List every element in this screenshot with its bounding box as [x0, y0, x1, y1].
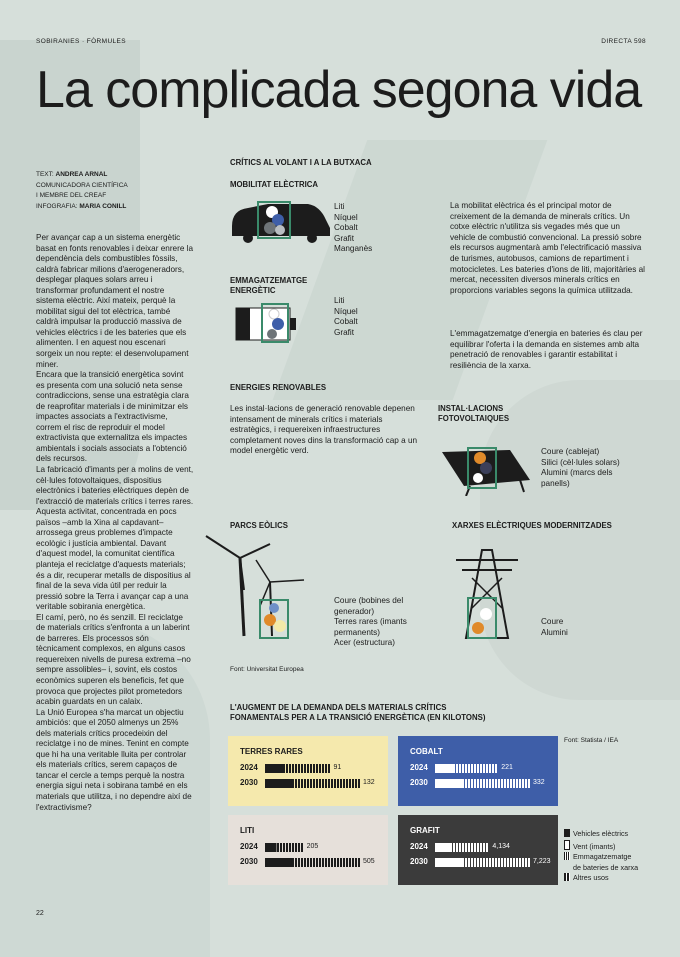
- material-item: Cobalt: [334, 317, 358, 327]
- author-role: COMUNICADORA CIENTÍFICA: [36, 181, 128, 189]
- infographic-author: MARIA CONILL: [79, 202, 127, 210]
- panel-title: COBALT: [410, 747, 443, 756]
- panel-year: 2024: [240, 842, 258, 851]
- material-item: Cobalt: [334, 223, 358, 233]
- panel-year: 2024: [240, 763, 258, 772]
- storage-label: [230, 276, 307, 296]
- body-paragraph: La Unió Europea s'ha marcat un objectiu ambiciós: que el 2050 almenys un 25% dels materials crítics procedeixin del reciclatge i no de mines. Tenint en compte que hi ha una veritable lluita per controlar els materials crítics, serem capaços de tancar el cercle a temps perquè la nostra energia sigui neta i sobirana també en els materials que utilitza, i no dependre així de l'extractivisme?: [36, 707, 192, 812]
- demand-heading-line: L'AUGMENT DE LA DEMANDA DELS MATERIALS CRÍTICS: [230, 703, 447, 712]
- storage-label-line: EMMAGATZEMATGE: [230, 276, 308, 285]
- pv-label-line: FOTOVOLTAIQUES: [438, 414, 510, 423]
- legend-label: Emmagatzematge: [573, 852, 632, 862]
- panel-year: 2024: [410, 763, 428, 772]
- grid-materials: [541, 617, 568, 638]
- legend-item: [564, 873, 638, 884]
- material-item: Liti: [334, 296, 345, 305]
- demand-bar: [435, 843, 489, 852]
- body-paragraph: Encara que la transició energètica sovint es presenta com una solució neta sense contradiccions, sense una estratègia clara de reaprofitar materials i de minimitzar els impactes associats a l'extractivisme, correm el risc de reproduir el model extractivista que externalitza els impactes ambientals i socials associats a l'obtenció dels recursos.: [36, 370, 189, 464]
- infographic-heading: CRÍTICS AL VOLANT I A LA BUTXACA: [230, 158, 372, 167]
- bar-value: 7,223: [533, 858, 551, 865]
- infographic-source: Font: Universitat Europea: [230, 666, 304, 673]
- material-item: panells): [541, 478, 570, 488]
- bar-value: 332: [533, 779, 545, 786]
- material-item: Manganès: [334, 244, 373, 254]
- legend-swatch: [564, 829, 570, 837]
- infographic-label: INFOGRAFIA:: [36, 202, 78, 210]
- demand-panel: [228, 815, 388, 885]
- pv-materials: [541, 447, 620, 489]
- legend-label: Vehicles elèctrics: [573, 829, 629, 838]
- page-title: La complicada segona vida: [36, 61, 642, 119]
- pv-label: [438, 404, 509, 424]
- renewables-label: ENERGIES RENOVABLES: [230, 383, 327, 392]
- material-item: Liti: [334, 202, 345, 211]
- background-shape: [480, 380, 680, 700]
- demand-source: Font: Statista / IEA: [564, 737, 619, 744]
- legend-item: [564, 852, 638, 863]
- demand-panel: [228, 736, 388, 806]
- grid-label: XARXES ELÈCTRIQUES MODERNITZADES: [452, 521, 612, 530]
- page-number: 22: [36, 910, 44, 917]
- demand-bar: [265, 843, 304, 852]
- legend-label: Altres usos: [573, 873, 609, 883]
- material-item: Alumini (marcs dels: [541, 468, 613, 478]
- bar-value: 132: [363, 779, 375, 786]
- panel-year: 2030: [410, 857, 428, 866]
- legend-item: [564, 829, 638, 840]
- wind-label: PARCS EÒLICS: [230, 521, 288, 530]
- mobility-label: MOBILITAT ELÈCTRICA: [230, 180, 319, 189]
- material-item: Acer (estructura): [334, 638, 395, 648]
- demand-bar: [265, 764, 330, 773]
- demand-heading-line: FONAMENTALS PER A LA TRANSICIÓ ENERGÈTICA (EN KILOTONS): [230, 713, 486, 722]
- credits: [36, 170, 156, 212]
- text-label: TEXT:: [36, 171, 54, 178]
- legend-swatch: [564, 852, 570, 860]
- demand-heading: [230, 703, 485, 723]
- panel-year: 2030: [240, 778, 258, 787]
- material-item: Níquel: [334, 306, 358, 316]
- demand-bar: [435, 858, 530, 867]
- legend-label: Vent (imants): [573, 841, 616, 851]
- magazine-issue: DIRECTA 598: [601, 38, 646, 45]
- author-role: I MEMBRE DEL CREAF: [36, 192, 107, 199]
- material-item: Silici (cèl·lules solars): [541, 457, 620, 467]
- bar-value: 4,134: [492, 843, 510, 850]
- solar-panel-icon: [440, 440, 532, 496]
- body-paragraph: La fabricació d'imants per a molins de vent, cèl·lules fotovoltaiques, dispositius electrònics i bateries elèctriques depèn de l'extracció de materials crítics i terres rares. Aquesta activitat, concentrada en pocs països –amb la Xina al capdavant– arrossega greus problemes d'impacte ecològic i justícia ambiental. Davant d'aquest model, la comunitat científica planteja el reciclatge d'aquests materials; és a dir, recuperar metalls de dispositius al final de la seva vida útil per reduir la pressió sobre la Terra i avançar cap a una veritable sobirania energètica.: [36, 465, 194, 612]
- material-item: Coure: [541, 617, 564, 626]
- legend-swatch: [564, 840, 570, 850]
- demand-bar: [435, 764, 498, 773]
- bar-value: 91: [333, 764, 342, 771]
- material-item: Coure (bobines del: [334, 596, 404, 605]
- panel-title: GRAFIT: [410, 826, 440, 835]
- legend-swatch: [564, 863, 570, 871]
- body-paragraph: El camí, però, no és senzill. El reciclatge de materials crítics s'enfronta a un laberint de barreres. Els processos són tècnicament complexos, en alguns casos requereixen nivells de puresa extrema –no sempre assolibles– i, sovint, els costos econòmics superen els beneficis, fet que provoca que projectes pilot prometedors acabin guardats en un calaix.: [36, 612, 191, 707]
- car-icon: [228, 198, 332, 244]
- battery-icon: [234, 302, 298, 344]
- material-item: Grafit: [334, 233, 355, 243]
- material-item: Grafit: [334, 327, 355, 337]
- legend-swatch: [564, 873, 570, 881]
- storage-text: L'emmagatzematge d'energia en bateries és clau per equilibrar l'oferta i la demanda en sistemes amb alta penetració de renovables i garantir estabilitat i resiliència de la xarxa.: [450, 329, 643, 370]
- material-item: permanents): [334, 627, 380, 637]
- panel-title: LITI: [240, 826, 255, 835]
- wind-materials: [334, 596, 407, 649]
- material-item: generador): [334, 606, 375, 616]
- demand-bar: [435, 779, 530, 788]
- renewables-text: Les instal·lacions de generació renovable depenen intensament de minerals crítics i materials estratègics, i requereixen infraestructures completament noves dins la transformació cap a un model energètic verd.: [230, 404, 418, 456]
- mobility-text: La mobilitat elèctrica és el principal motor de creixement de la demanda de minerals crítics. Un cotxe elèctric n'utilitza sis vegades més que un vehicle de combustió convencional. La pressió sobre els recursos augmentarà amb l'electrificació massiva de turismes, autobusos, camions de repartiment i motocicletes. Les bateries d'ions de liti, majoritàries al mercat, necessiten diversos minerals crítics en proporcions variables segons la química utilitzada.: [450, 201, 645, 295]
- mobility-materials: [334, 202, 372, 255]
- power-tower-icon: [452, 548, 526, 640]
- demand-panel: [398, 736, 558, 806]
- demand-panel: [398, 815, 558, 885]
- panel-title: TERRES RARES: [240, 747, 303, 756]
- demand-bar: [265, 779, 360, 788]
- demand-legend: [564, 829, 638, 884]
- material-item: Terres rares (imants: [334, 617, 407, 627]
- panel-year: 2030: [240, 857, 258, 866]
- material-item: Alumini: [541, 627, 568, 637]
- demand-bar: [265, 858, 360, 867]
- material-item: Níquel: [334, 212, 358, 222]
- article-body: [36, 233, 194, 813]
- section-label: SOBIRANIES · FÒRMULES: [36, 38, 127, 45]
- legend-item: [564, 840, 638, 853]
- body-paragraph: Per avançar cap a un sistema energètic basat en fonts renovables i deixar enrere la dependència dels combustibles fòssils, caldrà fabricar milions d'aerogeneradors, desplegar plaques solars arreu i transformar profundament el nostre sistema elèctric. Així mateix, perquè la mobilitat sigui del tot elèctrica, també caldrà impulsar la producció massiva de vehicles elèctrics i de les bateries que els alimenten. I en aquest nou escenari sorgeix un nou repte: el desenvolupament miner.: [36, 233, 194, 369]
- legend-label: de bateries de xarxa: [573, 862, 639, 872]
- legend-item: [564, 863, 638, 874]
- storage-label-line: ENERGÈTIC: [230, 286, 276, 295]
- panel-year: 2024: [410, 842, 428, 851]
- material-item: Coure (cablejat): [541, 447, 600, 456]
- storage-materials: [334, 296, 358, 338]
- bar-value: 221: [501, 764, 513, 771]
- bar-value: 205: [306, 843, 319, 850]
- panel-year: 2030: [410, 778, 428, 787]
- pv-label-line: INSTAL·LACIONS: [438, 404, 504, 413]
- wind-turbine-icon: [204, 530, 314, 642]
- author-name: ANDREA ARNAL: [55, 171, 108, 178]
- bar-value: 505: [363, 858, 375, 865]
